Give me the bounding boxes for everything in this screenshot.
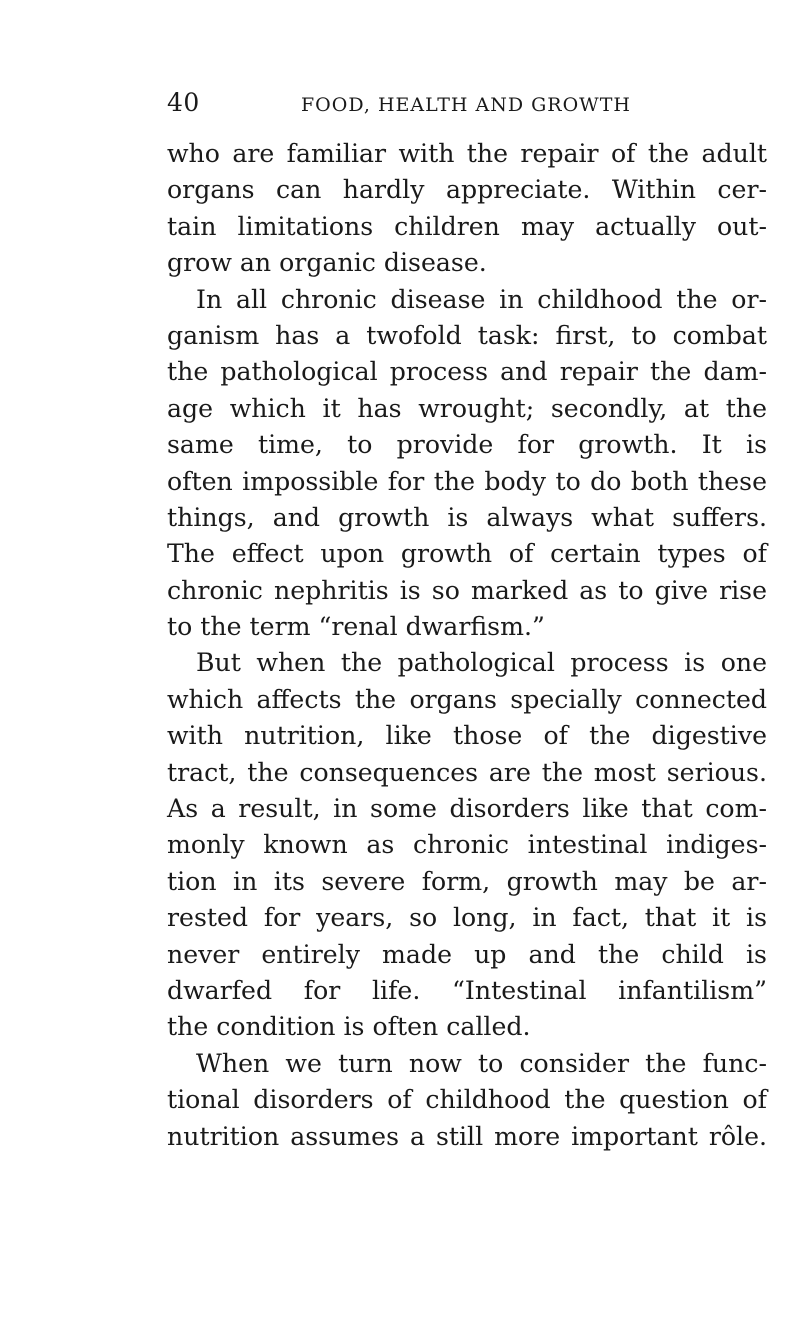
text-line: who are familiar with the repair of the adult — [167, 139, 767, 168]
text-line: tional disorders of childhood the question of — [167, 1085, 767, 1115]
text-line: But when the pathological process is one — [196, 648, 767, 678]
text-line: dwarfed for life. “Intestinal infantilism” — [167, 975, 767, 1005]
text-line: organs can hardly appreciate. Within cer- — [167, 175, 767, 205]
text-line: nutrition assumes a still more important rôle. — [167, 1121, 767, 1151]
text-line: the pathological process and repair the dam- — [167, 357, 767, 387]
text-line: never entirely made up and the child is — [167, 939, 767, 969]
text-line: tion in its severe form, growth may be ar- — [167, 866, 767, 896]
text-line: The effect upon growth of certain types of — [167, 539, 767, 569]
text-line: tain limitations children may actually out- — [167, 211, 767, 241]
body-text — [167, 136, 767, 1155]
text-line: grow an organic disease. — [167, 248, 487, 278]
text-line: age which it has wrought; secondly, at the — [167, 393, 767, 423]
text-line: to the term “renal dwarfism.” — [167, 612, 545, 642]
text-line: rested for years, so long, in fact, that it is — [167, 903, 767, 933]
text-line: the condition is often called. — [167, 1012, 531, 1042]
page-header — [167, 86, 767, 122]
text-line: chronic nephritis is so marked as to give rise — [167, 575, 767, 605]
text-line: often impossible for the body to do both these — [167, 466, 767, 496]
running-head: FOOD, HEALTH AND GROWTH — [301, 94, 631, 116]
text-line: with nutrition, like those of the digestive — [167, 721, 767, 751]
text-line: same time, to provide for growth. It is — [167, 430, 767, 460]
text-line: When we turn now to consider the func- — [196, 1048, 767, 1078]
page-number: 40 — [167, 88, 200, 117]
text-line: tract, the consequences are the most serious. — [167, 757, 767, 787]
text-line: ganism has a twofold task: first, to combat — [167, 320, 767, 350]
text-line: In all chronic disease in childhood the or- — [196, 284, 767, 314]
text-line: monly known as chronic intestinal indiges- — [167, 830, 767, 860]
text-line: As a result, in some disorders like that com- — [167, 794, 767, 824]
text-line: which affects the organs specially connected — [167, 684, 767, 714]
text-line: things, and growth is always what suffers. — [167, 502, 767, 532]
